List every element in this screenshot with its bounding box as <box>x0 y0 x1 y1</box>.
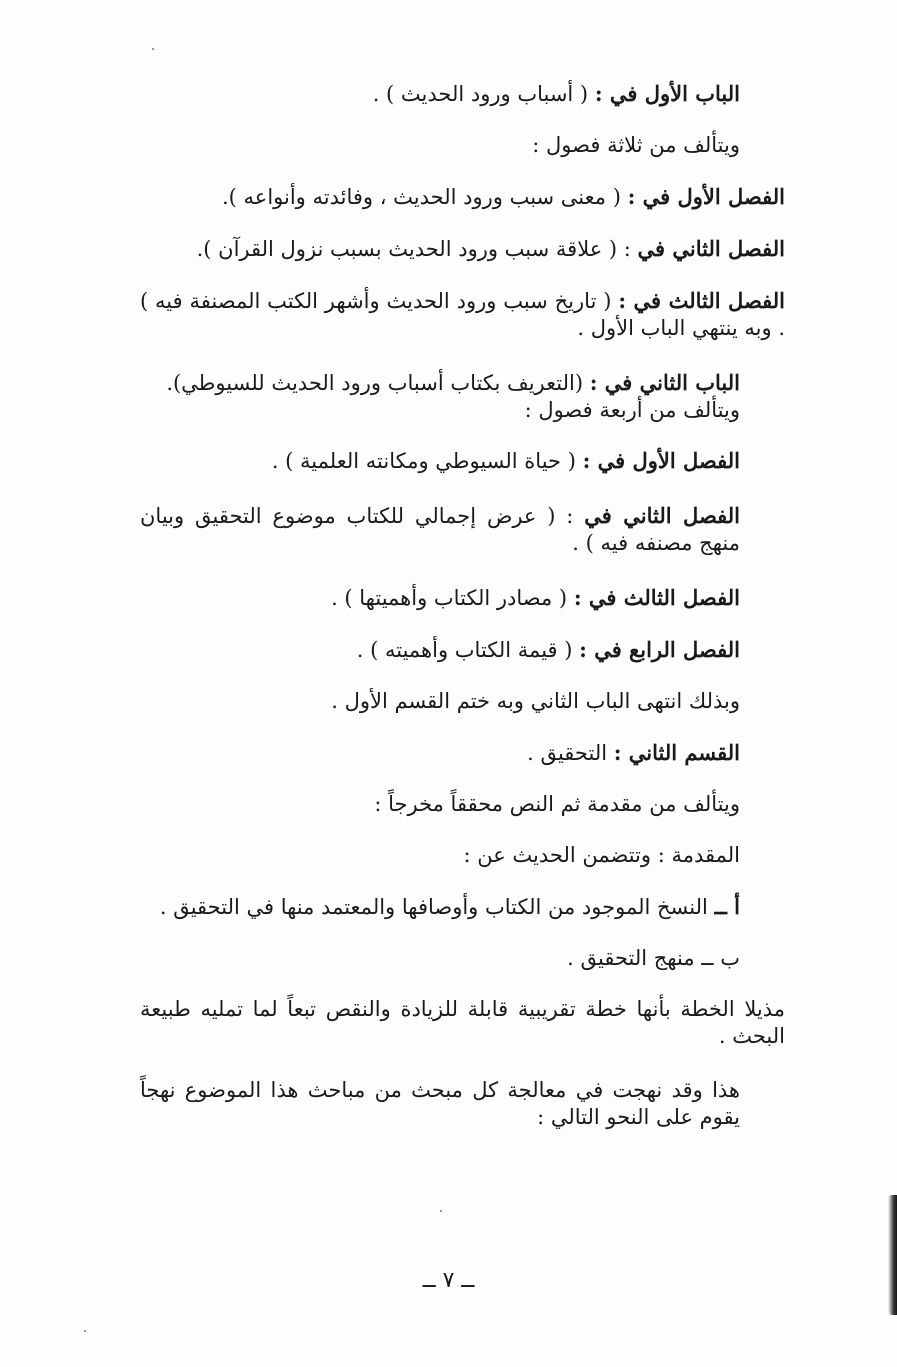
paragraph-section-1-2 <box>140 235 785 263</box>
paragraph-text: (التعريف بكتاب أسباب ورود الحديث للسيوطي). <box>166 371 590 395</box>
paragraph-text: هذا وقد نهجت في معالجة كل مبحث من مباحث هذا الموضوع نهجاً يقوم على النحو التالي : <box>140 1078 740 1129</box>
heading-label: الفصل الثالث في : <box>573 585 740 610</box>
paragraph-text: ( معنى سبب ورود الحديث ، وفائدته وأنواعه ). <box>221 185 628 209</box>
paragraph-chapter-1-intro <box>140 132 785 159</box>
paragraph-text: النسخ الموجود من الكتاب وأوصافها والمعتمد منها في التحقيق . <box>159 895 715 919</box>
heading-label: الفصل الثاني في <box>584 503 741 528</box>
paragraph-text: ب ــ منهج التحقيق . <box>567 946 740 970</box>
paragraph-section-2-1 <box>140 447 785 475</box>
heading-label: الفصل الثالث في : <box>618 288 786 313</box>
item-label: أ ــ <box>714 894 740 919</box>
paragraph-text: المقدمة : وتتضمن الحديث عن : <box>463 843 740 867</box>
paragraph-item-a <box>140 893 785 921</box>
scan-speck <box>152 48 154 50</box>
paragraph-chapter-2 <box>140 369 785 397</box>
paragraph-text: ( مصادر الكتاب وأهميتها ) . <box>331 586 574 610</box>
page-number: ــ ٧ ــ <box>422 1268 475 1293</box>
paragraph-text: مذيلا الخطة بأنها خطة تقريبية قابلة للزيادة والنقص تبعاً لما تمليه طبيعة البحث . <box>140 997 785 1048</box>
scan-edge-shadow <box>888 1195 897 1315</box>
heading-label: الفصل الرابع في : <box>579 637 740 662</box>
paragraph-introduction <box>140 842 785 869</box>
paragraph-part-2 <box>140 739 785 767</box>
heading-label: الفصل الأول في : <box>582 448 740 473</box>
paragraph-section-2-4 <box>140 636 785 664</box>
paragraph-chapter-2-intro <box>140 397 785 424</box>
paragraph-text: ويتألف من أربعة فصول : <box>524 398 740 422</box>
paragraph-section-2-2 <box>140 502 785 557</box>
paragraph-text: ( أسباب ورود الحديث ) . <box>372 82 595 106</box>
paragraph-text: ويتألف من ثلاثة فصول : <box>532 133 740 157</box>
paragraph-text: ( حياة السيوطي ومكانته العلمية ) . <box>271 449 583 473</box>
paragraph-section-2-3 <box>140 584 785 612</box>
paragraph-chapter-2-end <box>140 688 785 715</box>
paragraph-section-1-1 <box>140 183 785 211</box>
heading-label: الباب الثاني في : <box>589 370 740 395</box>
paragraph-text: وبذلك انتهى الباب الثاني وبه ختم القسم الأول . <box>331 689 740 713</box>
paragraph-text: ( تاريخ سبب ورود الحديث وأشهر الكتب المصنفة فيه ) . وبه ينتهي الباب الأول . <box>140 289 785 340</box>
paragraph-part-2-intro <box>140 791 785 818</box>
scan-speck <box>440 1210 442 1212</box>
paragraph-text: : ( عرض إجمالي للكتاب موضوع التحقيق وبيان منهج مصنفه فيه ) . <box>140 504 740 555</box>
scan-speck <box>84 1330 86 1332</box>
paragraph-text: : ( علاقة سبب ورود الحديث بسبب نزول القرآن ). <box>196 237 638 261</box>
paragraph-method <box>140 1077 785 1131</box>
paragraph-section-1-3 <box>140 287 785 342</box>
paragraph-chapter-1 <box>140 80 785 108</box>
paragraph-plan-note <box>140 996 785 1050</box>
paragraph-text: ويتألف من مقدمة ثم النص محققاً مخرجاً : <box>374 792 740 816</box>
paragraph-text: التحقيق . <box>527 741 614 765</box>
heading-label: الفصل الأول في : <box>627 184 785 209</box>
paragraph-item-b <box>140 945 785 972</box>
heading-label: الفصل الثاني في <box>637 236 785 261</box>
heading-label: الباب الأول في : <box>594 81 740 106</box>
heading-label: القسم الثاني : <box>613 740 740 765</box>
body-text <box>140 80 785 1131</box>
paragraph-text: ( قيمة الكتاب وأهميته ) . <box>356 638 580 662</box>
